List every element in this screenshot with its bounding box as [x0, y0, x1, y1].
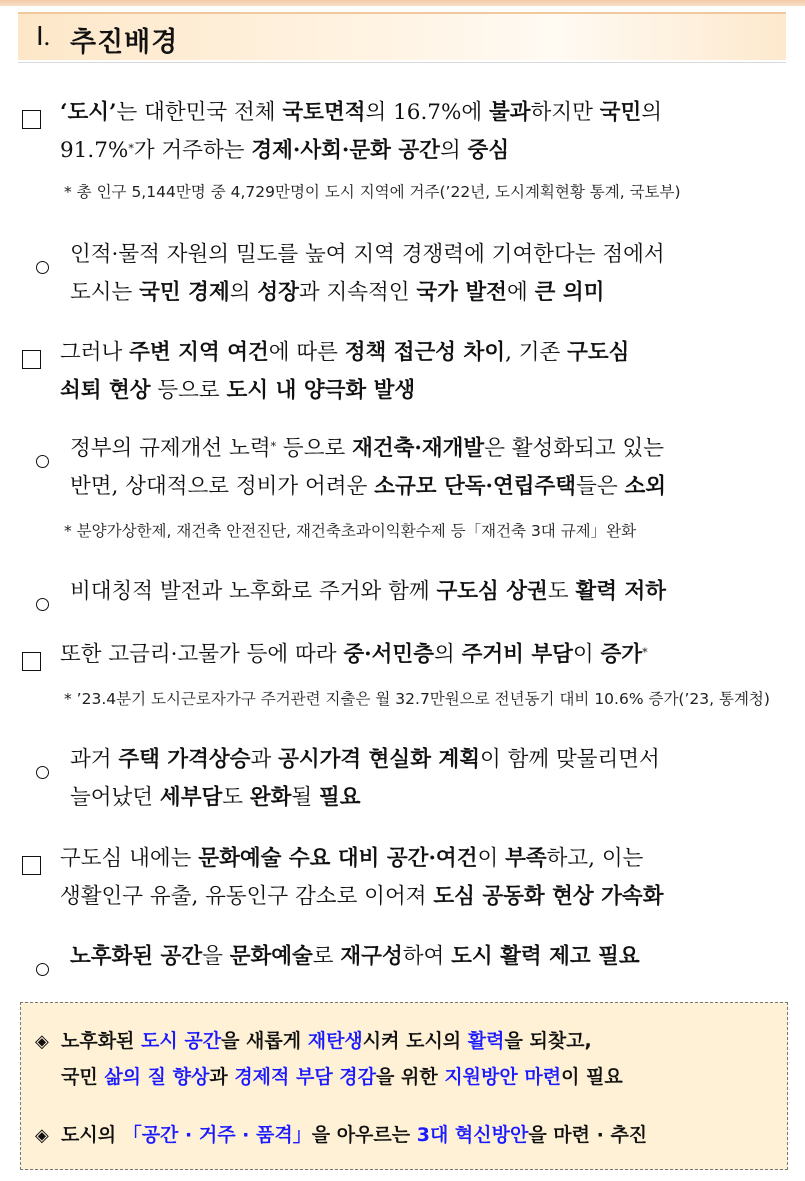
text-run: 하지만 [530, 100, 600, 125]
text-run: 도 [222, 785, 250, 810]
text-run: 이 함께 맞물리면서 [480, 747, 660, 772]
text-run: 을 [202, 944, 230, 969]
text-run: 주변 지역 여건 [129, 340, 269, 365]
text-run: 완화 [249, 785, 292, 810]
text-run: 구도심 내에는 [60, 846, 199, 871]
square-bullet-icon [22, 344, 41, 382]
text-run: 성장 [257, 280, 299, 305]
text-run: 이 [477, 846, 506, 871]
paragraph-text [70, 741, 788, 817]
section-header [18, 12, 786, 60]
text-run: 반면, 상대적으로 정비가 어려운 [70, 474, 375, 499]
diamond-bullet-icon: ◈ [35, 1125, 49, 1146]
text-run: 과 [209, 1066, 235, 1088]
summary-row-2 [61, 1059, 623, 1095]
text-line [60, 372, 788, 410]
text-run: 에 따른 [268, 340, 345, 365]
summary-text-2 [61, 1066, 623, 1088]
top-rule [0, 0, 805, 6]
text-run: 은 활성화되고 있는 [484, 436, 665, 461]
text-line [70, 430, 788, 468]
text-run: 삶의 질 향상 [104, 1066, 210, 1088]
text-run: 주택 가격상승 [118, 747, 251, 772]
text-run: 국가 발전 [416, 280, 507, 305]
text-run: 증가 [600, 642, 643, 667]
square-bullet-icon [22, 104, 41, 142]
text-run: 도 [547, 579, 576, 604]
text-run: , 기존 [505, 340, 568, 365]
text-line [60, 840, 788, 878]
section-title: 추진배경 [70, 27, 179, 58]
circle-bullet-icon [36, 249, 49, 287]
text-line [60, 132, 788, 170]
text-run: 는 대한민국 전체 [116, 100, 283, 125]
text-run: 재구성 [340, 944, 403, 969]
text-line [60, 878, 788, 916]
text-run: 도시 내 양극화 발생 [226, 378, 416, 403]
text-run: * [128, 142, 134, 155]
text-run: 을 되찾고, [504, 1030, 592, 1052]
summary-text-1 [61, 1030, 592, 1052]
text-run: 국토면적 [282, 100, 366, 125]
text-run: 지원방안 마련 [444, 1066, 562, 1088]
text-run: 을 마련 · 추진 [528, 1124, 648, 1146]
text-run: 하여 [402, 944, 452, 969]
text-run: 을 아우르는 [311, 1124, 417, 1146]
summary-row-3 [35, 1117, 647, 1154]
circle-bullet-icon [36, 586, 49, 624]
text-line [70, 573, 775, 611]
section-number: Ⅰ. [36, 22, 51, 51]
text-run: 과거 [70, 747, 119, 772]
text-run: 이 [572, 642, 601, 667]
text-run: 도시 활력 제고 필요 [451, 944, 640, 969]
text-run: 에 [506, 280, 535, 305]
text-line [70, 274, 788, 312]
text-run: 공시가격 현실화 계획 [278, 747, 480, 772]
circle-bullet-icon [36, 951, 49, 989]
footnote: * 총 인구 5,144만명 중 4,729만명이 도시 지역에 거주(’22년, 도시계획현황 통계, 국토부) [64, 183, 681, 201]
summary-text-3 [61, 1124, 647, 1146]
paragraph-text [60, 94, 788, 170]
text-run: 또한 고금리·고물가 등에 따라 [60, 642, 344, 667]
text-run: 정책 접근성 차이 [344, 340, 506, 365]
text-line [70, 468, 788, 506]
text-run: 과 [250, 747, 279, 772]
text-run: 과 지속적인 [298, 280, 417, 305]
text-run: 필요 [319, 785, 361, 810]
text-line [60, 334, 788, 372]
text-line [70, 938, 775, 976]
paragraph-text [70, 430, 788, 506]
text-run: * [270, 440, 277, 453]
text-line [70, 779, 788, 817]
text-run: 세부담 [159, 785, 223, 810]
circle-bullet-icon [36, 754, 49, 792]
text-run: 큰 의미 [534, 280, 605, 305]
square-bullet-icon [22, 646, 41, 684]
text-run: 노후화된 공간 [70, 944, 203, 969]
text-run: 노후화된 [61, 1030, 142, 1052]
text-run: 을 위한 [376, 1066, 445, 1088]
text-run: 의 16.7%에 [365, 100, 489, 125]
paragraph-text [70, 573, 775, 611]
paragraph-text [70, 938, 775, 976]
text-run: 부족 [505, 846, 547, 871]
text-run: 늘어났던 [70, 785, 160, 810]
text-run: 국민 [61, 1066, 105, 1088]
square-bullet-icon [22, 850, 41, 888]
text-run: ‘도시’ [60, 100, 117, 125]
paragraph-text [60, 636, 788, 674]
text-run: 을 새롭게 [221, 1030, 308, 1052]
text-run: 등으로 [150, 378, 227, 403]
text-run: 도시 공간 [141, 1030, 222, 1052]
text-run: 경제·사회·문화 공간 [251, 138, 440, 163]
text-line [70, 236, 788, 274]
text-run: 3대 혁신방안 [416, 1124, 529, 1146]
text-line [60, 636, 788, 674]
text-run: 쇠퇴 현상 [60, 378, 151, 403]
text-run: 활력 저하 [575, 579, 666, 604]
text-run: 활력 [467, 1030, 505, 1052]
diamond-bullet-icon: ◈ [35, 1031, 49, 1052]
text-run: 의 [641, 100, 663, 125]
text-run: 도심 공동화 현상 가속화 [433, 884, 664, 909]
summary-row-1 [35, 1023, 592, 1060]
text-run: 생활인구 유출, 유동인구 감소로 이어져 [60, 884, 434, 909]
paragraph-text [60, 334, 788, 410]
text-run: 문화예술 [229, 944, 313, 969]
text-run: 도시는 [70, 280, 140, 305]
text-run: 구도심 [567, 340, 630, 365]
text-run: 이 필요 [561, 1066, 623, 1088]
text-run: 인적·물적 자원의 밀도를 높여 지역 경쟁력에 기여한다는 점에서 [70, 242, 665, 267]
text-run: 91.7% [60, 138, 129, 163]
text-run: 될 [291, 785, 319, 810]
text-run: 소규모 단독·연립주택 [374, 474, 577, 499]
footnote: * ’23.4분기 도시근로자가구 주거관련 지출은 월 32.7만원으로 전년동기 대비 10.6% 증가(’23, 통계청) [64, 690, 770, 708]
header-divider [18, 62, 786, 63]
text-line [70, 741, 788, 779]
circle-bullet-icon [36, 443, 49, 481]
text-run: 재건축·재개발 [352, 436, 485, 461]
text-run: 비대칭적 발전과 노후화로 주거와 함께 [70, 579, 437, 604]
footnote: * 분양가상한제, 재건축 안전진단, 재건축초과이익환수제 등「재건축 3대 규제」완화 [64, 522, 637, 540]
text-run: 불과 [489, 100, 531, 125]
text-run: 의 [439, 138, 468, 163]
text-run: * [642, 646, 648, 659]
text-run: 중심 [467, 138, 510, 163]
text-run: 등으로 [276, 436, 353, 461]
text-run: 중·서민층 [343, 642, 434, 667]
text-run: 로 [312, 944, 341, 969]
text-run: 문화예술 수요 대비 공간·여건 [198, 846, 478, 871]
text-run: 들은 [576, 474, 625, 499]
text-run: 의 [433, 642, 462, 667]
text-run: 「공간 · 거주 · 품격」 [122, 1124, 312, 1146]
text-run: 재탄생 [307, 1030, 363, 1052]
summary-box [20, 1002, 788, 1170]
text-run: 정부의 규제개선 노력 [70, 436, 271, 461]
text-run: 국민 경제 [139, 280, 230, 305]
text-run: 가 거주하는 [133, 138, 252, 163]
text-run: 하고, 이는 [546, 846, 644, 871]
text-run: 그러나 [60, 340, 130, 365]
text-run: 경제적 부담 경감 [234, 1066, 377, 1088]
text-run: 국민 [599, 100, 642, 125]
text-run: 의 [229, 280, 258, 305]
paragraph-text [60, 840, 788, 916]
text-run: 구도심 상권 [436, 579, 548, 604]
paragraph-text [70, 236, 788, 312]
text-line [60, 94, 788, 132]
text-run: 주거비 부담 [461, 642, 573, 667]
text-run: 소외 [624, 474, 666, 499]
text-run: 시켜 도시의 [362, 1030, 468, 1052]
text-run: 도시의 [61, 1124, 123, 1146]
